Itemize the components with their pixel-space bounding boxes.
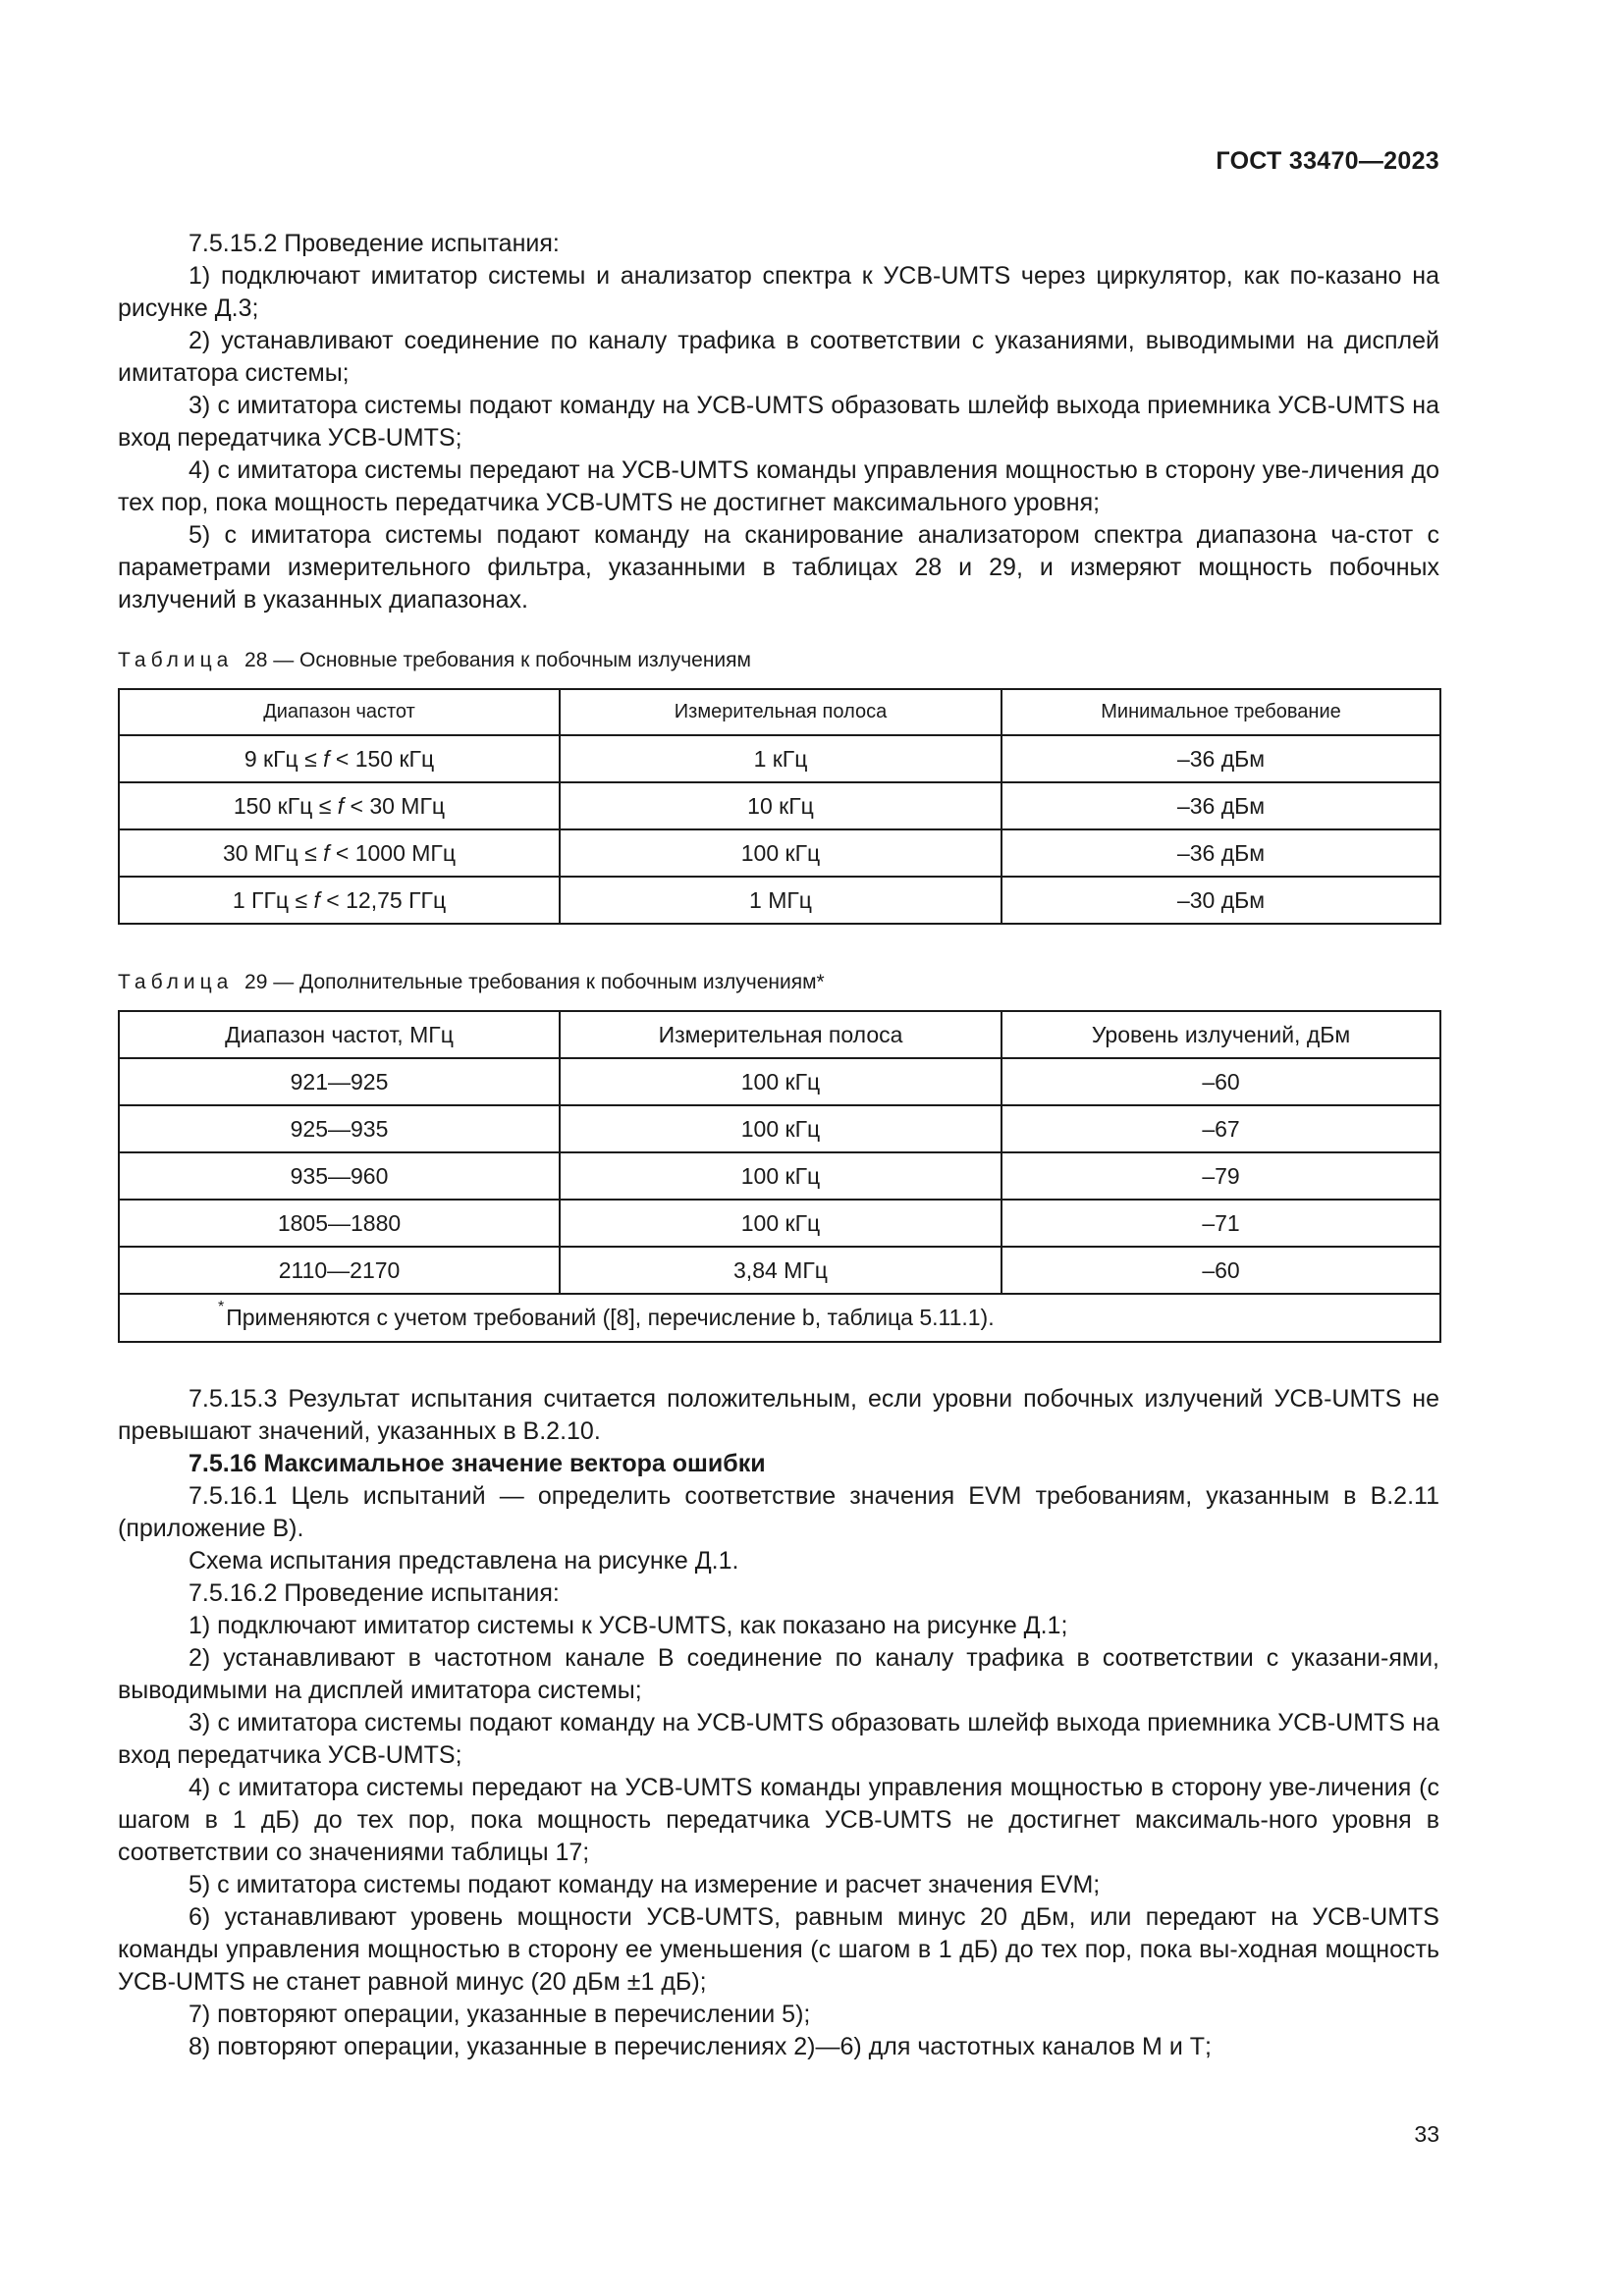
list-item: 2) устанавливают соединение по каналу трафика в соответствии с указаниями, выводимыми на дисплей имитатора системы; <box>118 327 1439 387</box>
requirement-cell: –36 дБм <box>1001 735 1440 782</box>
list-item: 5) с имитатора системы подают команду на измерение и расчет значения EVM; <box>189 1871 1101 1898</box>
list-item: 8) повторяют операции, указанные в перечислениях 2)—6) для частотных каналов М и Т; <box>189 2033 1212 2060</box>
table-row <box>119 1247 1440 1294</box>
caption-text: 29 — Дополнительные требования к побочным излучениям* <box>244 971 825 993</box>
footnote-text: Применяются с учетом требований ([8], перечисление b, таблица 5.11.1). <box>226 1305 995 1330</box>
table-row <box>119 1105 1440 1152</box>
emission-level-cell: –67 <box>1001 1105 1440 1152</box>
scheme-paragraph: Схема испытания представлена на рисунке Д.1. <box>189 1547 739 1575</box>
bandwidth-cell: 1 МГц <box>560 877 1001 924</box>
table-row <box>119 829 1440 877</box>
caption-text: 28 — Основные требования к побочным излучениям <box>244 649 751 671</box>
table-28-caption <box>118 648 751 673</box>
list-item: 3) с имитатора системы подают команду на УСВ-UMTS образовать шлейф выхода приемника УСВ-UMTS на вход передатчика УСВ-UMTS; <box>118 1709 1439 1769</box>
frequency-range-cell: 9 кГц ≤ f < 150 кГц <box>119 735 560 782</box>
list-item: 1) подключают имитатор системы и анализатор спектра к УСВ-UMTS через циркулятор, как по-казано на рисунке Д.3; <box>118 262 1439 322</box>
frequency-range-cell: 925—935 <box>119 1105 560 1152</box>
table-row <box>119 735 1440 782</box>
bandwidth-cell: 3,84 МГц <box>560 1247 1001 1294</box>
requirement-cell: –36 дБм <box>1001 782 1440 829</box>
table-row <box>119 1200 1440 1247</box>
bandwidth-cell: 100 кГц <box>560 1152 1001 1200</box>
caption-label: Таблица <box>118 649 234 671</box>
column-header: Минимальное требование <box>1001 689 1440 735</box>
section-heading-7-5-15-2: 7.5.15.2 Проведение испытания: <box>189 230 560 257</box>
document-code-header: ГОСТ 33470—2023 <box>1216 147 1439 175</box>
emission-level-cell: –60 <box>1001 1058 1440 1105</box>
table-28 <box>118 688 1441 925</box>
caption-label: Таблица <box>118 971 234 993</box>
table-row <box>119 877 1440 924</box>
footnote-mark: * <box>218 1299 225 1315</box>
section-heading-7-5-16-2: 7.5.16.2 Проведение испытания: <box>189 1579 560 1607</box>
column-header: Измерительная полоса <box>560 689 1001 735</box>
column-header: Диапазон частот <box>119 689 560 735</box>
table-row <box>119 1058 1440 1105</box>
requirement-cell: –30 дБм <box>1001 877 1440 924</box>
list-item: 4) с имитатора системы передают на УСВ-UMTS команды управления мощностью в сторону уве-личения до тех пор, пока мощность передатчика УСВ-UMTS не достигнет максимального уровня; <box>118 456 1439 516</box>
bandwidth-cell: 1 кГц <box>560 735 1001 782</box>
requirement-cell: –36 дБм <box>1001 829 1440 877</box>
frequency-range-cell: 150 кГц ≤ f < 30 МГц <box>119 782 560 829</box>
section-heading-7-5-16: 7.5.16 Максимальное значение вектора ошибки <box>189 1450 766 1477</box>
purpose-paragraph: 7.5.16.1 Цель испытаний — определить соответствие значения EVM требованиям, указанным в В.2.11 (приложение В). <box>118 1482 1439 1542</box>
column-header: Уровень излучений, дБм <box>1001 1011 1440 1058</box>
list-item: 2) устанавливают в частотном канале В соединение по каналу трафика в соответствии с указани-ями, выводимыми на дисплей имитатора системы; <box>118 1644 1439 1704</box>
emission-level-cell: –71 <box>1001 1200 1440 1247</box>
emission-level-cell: –60 <box>1001 1247 1440 1294</box>
frequency-range-cell: 1805—1880 <box>119 1200 560 1247</box>
result-paragraph: 7.5.15.3 Результат испытания считается положительным, если уровни побочных излучений УСВ-UMTS не превышают значений, указанных в В.2.10. <box>118 1385 1439 1445</box>
bandwidth-cell: 100 кГц <box>560 829 1001 877</box>
frequency-range-cell: 30 МГц ≤ f < 1000 МГц <box>119 829 560 877</box>
frequency-range-cell: 935—960 <box>119 1152 560 1200</box>
list-item: 1) подключают имитатор системы к УСВ-UMTS, как показано на рисунке Д.1; <box>189 1612 1068 1639</box>
emission-level-cell: –79 <box>1001 1152 1440 1200</box>
list-item: 6) устанавливают уровень мощности УСВ-UMTS, равным минус 20 дБм, или передают на УСВ-UMTS команды управления мощностью в сторону ее уменьшения (с шагом в 1 дБ) до тех пор, пока вы-ходная мощность УСВ-UMTS не станет равной минус (20 дБм ±1 дБ); <box>118 1903 1439 1996</box>
column-header: Измерительная полоса <box>560 1011 1001 1058</box>
table-29 <box>118 1010 1441 1343</box>
table-29-caption <box>118 970 825 995</box>
list-item: 5) с имитатора системы подают команду на сканирование анализатором спектра диапазона ча-стот с параметрами измерительного фильтра, указанными в таблицах 28 и 29, и измеряют мощность побочных излучений в указанных диапазонах. <box>118 521 1439 614</box>
frequency-range-cell: 921—925 <box>119 1058 560 1105</box>
table-row <box>119 1152 1440 1200</box>
table-header-row <box>119 1011 1440 1058</box>
list-item: 3) с имитатора системы подают команду на УСВ-UMTS образовать шлейф выхода приемника УСВ-UMTS на вход передатчика УСВ-UMTS; <box>118 392 1439 452</box>
table-row <box>119 782 1440 829</box>
table-footnote-row <box>119 1294 1440 1342</box>
list-item: 4) с имитатора системы передают на УСВ-UMTS команды управления мощностью в сторону уве-личения (с шагом в 1 дБ) до тех пор, пока мощность передатчика УСВ-UMTS не достигнет максималь-ного уровня в соответствии со значениями таблицы 17; <box>118 1774 1439 1866</box>
bandwidth-cell: 100 кГц <box>560 1105 1001 1152</box>
column-header: Диапазон частот, МГц <box>119 1011 560 1058</box>
bandwidth-cell: 10 кГц <box>560 782 1001 829</box>
bandwidth-cell: 100 кГц <box>560 1058 1001 1105</box>
frequency-range-cell: 1 ГГц ≤ f < 12,75 ГГц <box>119 877 560 924</box>
frequency-range-cell: 2110—2170 <box>119 1247 560 1294</box>
table-header-row <box>119 689 1440 735</box>
page-number: 33 <box>1414 2121 1439 2147</box>
list-item: 7) повторяют операции, указанные в перечислении 5); <box>189 2001 811 2028</box>
bandwidth-cell: 100 кГц <box>560 1200 1001 1247</box>
table-footnote <box>119 1294 1440 1342</box>
